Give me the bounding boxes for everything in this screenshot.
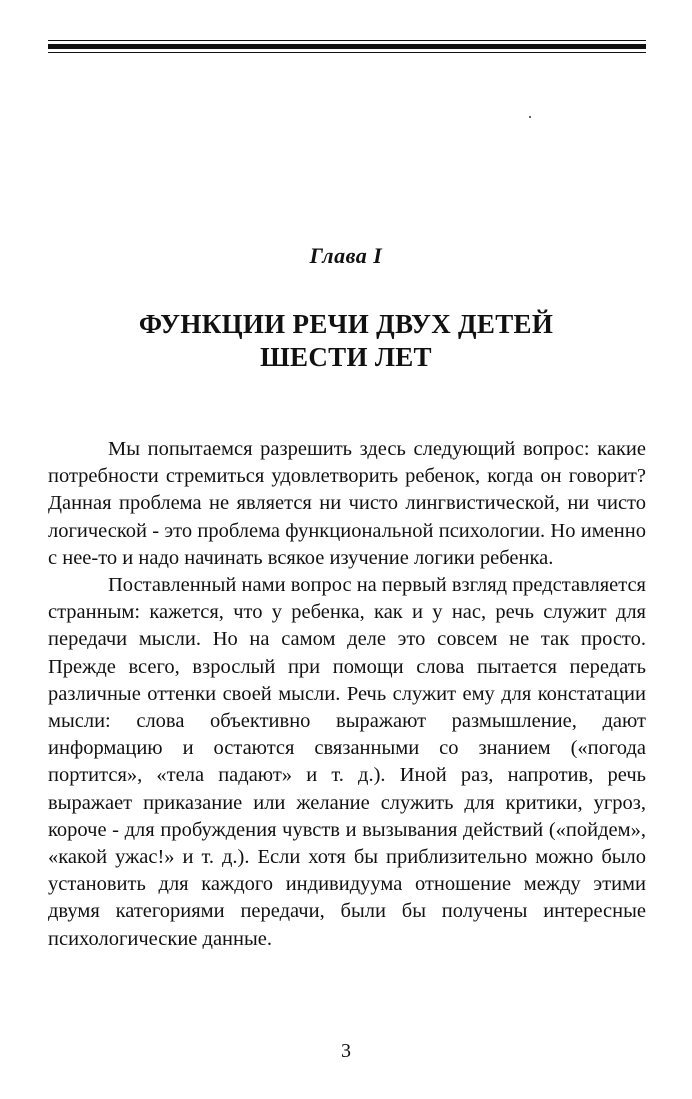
paragraph-1: Мы попытаемся разрешить здесь следующий вопрос: какие потребности стремиться удовлетворить ребенок, когда он говорит? Данная проблема не является ни чисто лингвистической, ни чисто логической - это проблема функциональной психологии. Но именно с нее-то и надо начинать всякое изучение логики ребенка. xyxy=(48,438,646,569)
chapter-title-line-2: ШЕСТИ ЛЕТ xyxy=(260,342,432,372)
chapter-title-line-1: ФУНКЦИИ РЕЧИ ДВУХ ДЕТЕЙ xyxy=(138,309,554,339)
chapter-label: Глава I xyxy=(309,243,383,268)
paragraph-2: Поставленный нами вопрос на первый взгляд представляется странным: кажется, что у ребенка, как и у нас, речь служит для передачи мысли. Но на самом деле это совсем не так просто. Прежде всего, взрослый при помощи слова пытается передать различные оттенки своей мысли. Речь служит ему для констатации мысли: слова объективно выражают размышление, дают информацию и остаются связанными со знанием («погода портится», «тела падают» и т. д.). Иной раз, напротив, речь выражает приказание или желание служить для критики, угроз, короче - для пробуждения чувств и вызывания действий («пойдем», «какой ужас!» и т. д.). Если хотя бы приблизительно можно было установить для каждого индивидуума отношение между этими двумя категориями передачи, были бы получены интересные психологические данные. xyxy=(48,574,646,950)
scan-speck xyxy=(529,116,531,118)
page-number: 3 xyxy=(341,1040,351,1062)
header-rule-thin-bottom xyxy=(48,52,646,53)
header-rule xyxy=(48,40,646,53)
chapter-title xyxy=(0,308,692,374)
header-rule-thin-top xyxy=(48,40,646,41)
body-text xyxy=(48,436,646,953)
header-rule-thick xyxy=(48,44,646,49)
